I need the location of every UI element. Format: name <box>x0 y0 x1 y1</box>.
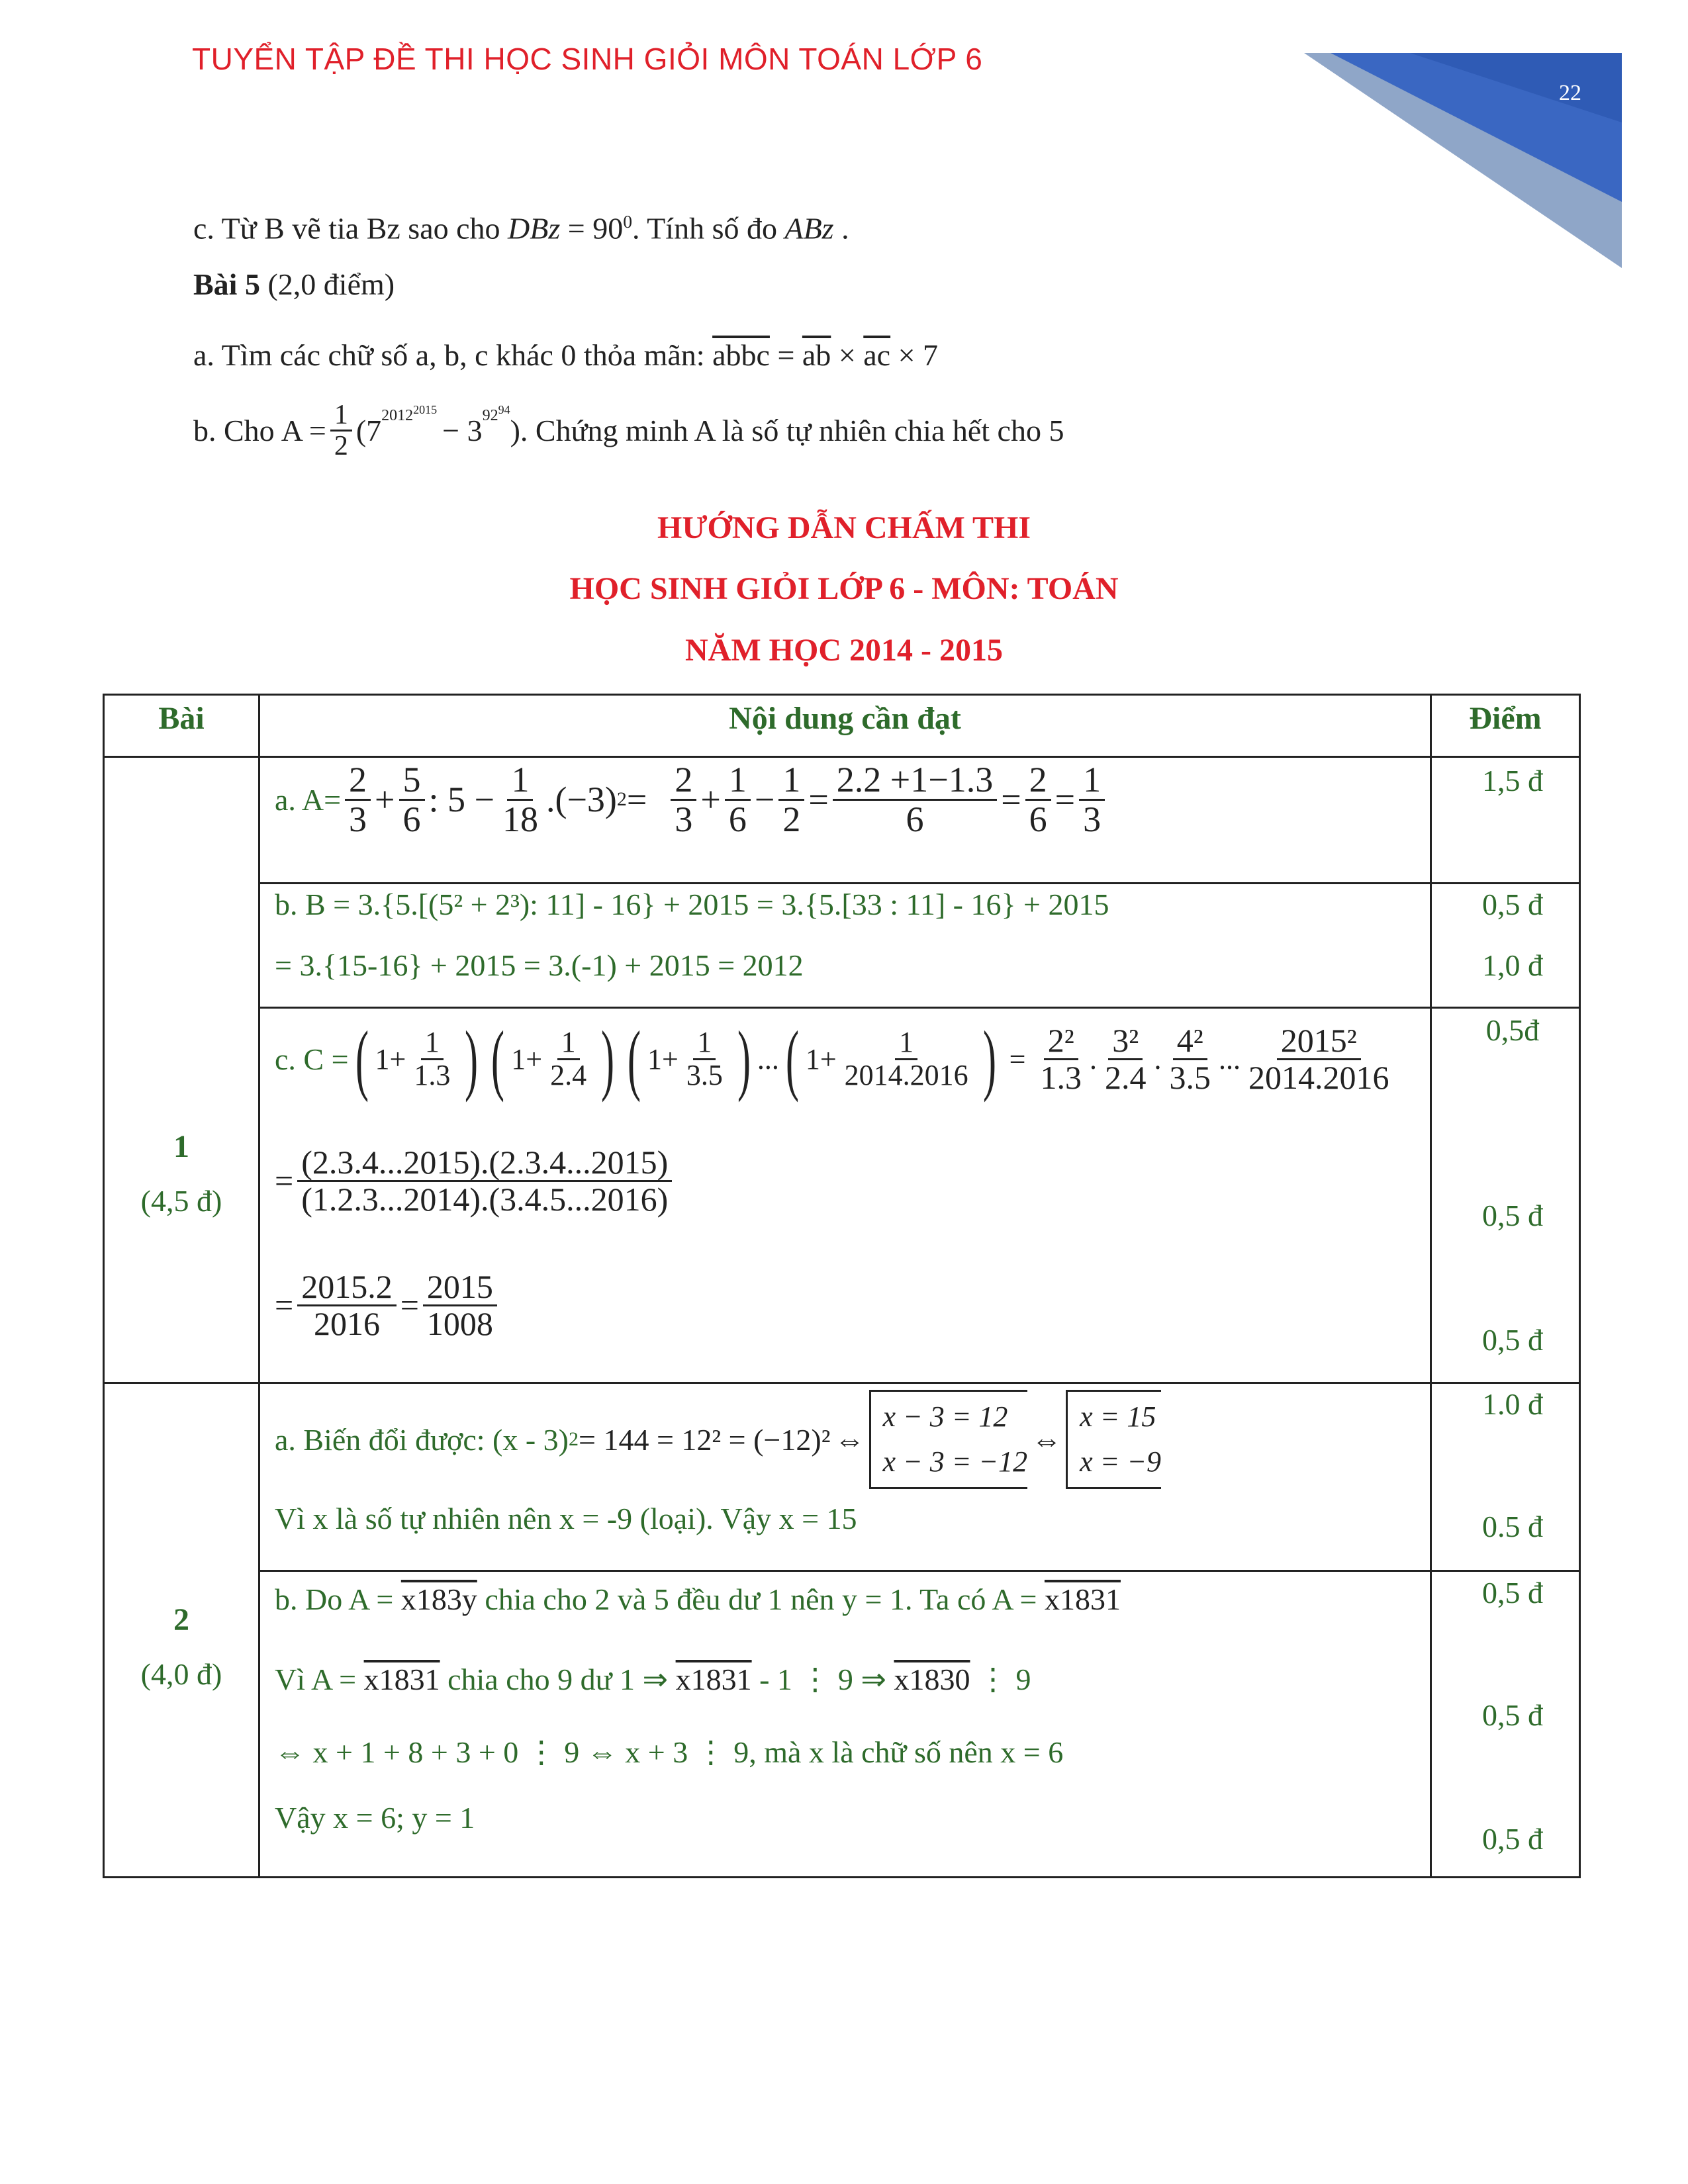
question-5a: a. Tìm các chữ số a, b, c khác 0 thỏa mãn: abbc = $\overline{ab} \times \overline{ac} \times 7$ <box>193 338 939 372</box>
row-2b-line-1: b. Do A = x183y chia cho 2 và 5 đều dư 1 nên y = 1. Ta có A = x1831 <box>275 1582 1121 1616</box>
row-1c-line-2: = $\frac{(2.3.4...2015).(2.3.4...2015)}{(1.2.3...2014).(3.4.5...2016)}$ <box>275 1145 676 1216</box>
guide-title-2: HỌC SINH GIỎI LỚP 6 - MÔN: TOÁN <box>569 571 1119 606</box>
row-2b-line-4: Vậy x = 6; y = 1 <box>275 1801 475 1835</box>
row-2b-score-2: 0,5 đ <box>1482 1698 1543 1732</box>
row-1b-score-1: 0,5 đ <box>1482 887 1543 921</box>
column-header-noi-dung: Nội dung cần đạt <box>729 701 961 736</box>
row-2b-line-3: ⇔ x + 1 + 8 + 3 + 0 ⋮ 9 ⇔ x + 3 ⋮ 9, mà x là chữ số nên x = 6 <box>275 1735 1064 1769</box>
row-1b-line-1: b. B = 3.{5.[(5² + 2³): 11] - 16} + 2015 = 3.{5.[33 : 11] - 16} + 2015 <box>275 887 1109 921</box>
row-1b-line-2: = 3.{15-16} + 2015 = 3.(-1) + 2015 = 2012 <box>275 948 804 982</box>
bai5-heading: Bài 5 (2,0 điểm) <box>193 267 395 301</box>
guide-title-1: HƯỚNG DẪN CHẤM THI <box>657 510 1031 545</box>
question-4c: c. Từ B vẽ tia Bz sao cho DBz = $90^0$. Tính số đo ABz . <box>193 211 849 246</box>
bai-2-label: 2 (4,0 đ) <box>140 1602 222 1691</box>
page-number: 22 <box>1559 81 1581 105</box>
document-header-title: TUYỂN TẬP ĐỀ THI HỌC SINH GIỎI MÔN TOÁN LỚP 6 <box>192 42 983 76</box>
guide-title-3: NĂM HỌC 2014 - 2015 <box>685 633 1003 668</box>
row-1a-score: 1,5 đ <box>1482 764 1543 797</box>
row-2b-score-1: 0,5 đ <box>1482 1576 1543 1610</box>
row-1c-score-3: 0,5 đ <box>1482 1323 1543 1357</box>
row-2b-score-3: 0,5 đ <box>1482 1822 1543 1856</box>
row-2a-score-1: 1.0 đ <box>1482 1387 1543 1421</box>
row-1b-score-2: 1,0 đ <box>1482 948 1543 982</box>
row-1c-line-1: c. C = ( 1+ $\frac{1}{1.3}$ ) ( 1+ $\frac{1}{2.4}$ ) ( 1+ $\frac{1}{3.5}$ ) ... ( 1+ $\frac{1}{2014.2016}$ ) = $\frac{\text{2²}}{1.3}$ . $\frac{\text{3²}}{2.4}$ . $\frac{\text{4²}}{3.5}$ ... $\frac{\text{2015²}}{2014.2016}$ <box>275 1015 1389 1103</box>
bai-1-label: 1 (4,5 đ) <box>140 1129 222 1218</box>
row-1a-formula: a. A= $\frac{2}{3}$ + $\frac{5}{6}$ : 5 − $\frac{1}{18}$ .(−3) 2 = $\frac{2}{3}$ + $\frac{1}{6}$ − $\frac{1}{2}$ = $\frac{2.2 +1-1.3}{6}$ = $\frac{2}{6}$ = $\frac{1}{3}$ <box>275 761 1109 838</box>
row-1c-score-1: 0,5đ <box>1485 1013 1540 1047</box>
column-header-diem: Điểm <box>1469 701 1542 736</box>
question-5b: b. Cho A = $\frac{1}{2}$ (7 $2012^{2015}$ − 3 $92^{94}$ ) . Chứng minh A là số tự nhiên chia hết cho 5 <box>193 400 1064 462</box>
row-1c-line-3: = $\frac{2015.2}{2016}$ = $\frac{2015}{1008}$ <box>275 1269 501 1341</box>
row-2a-score-2: 0.5 đ <box>1482 1510 1543 1543</box>
row-2b-line-2: Vì A = x1831 chia cho 9 dư 1 ⇒ x1831 - 1 ⋮ 9 ⇒ x1830 ⋮ 9 <box>275 1662 1031 1696</box>
row-2a-line-2: Vì x là số tự nhiên nên x = -9 (loại). Vậy x = 15 <box>275 1502 857 1535</box>
row-1c-score-2: 0,5 đ <box>1482 1199 1543 1232</box>
column-header-bai: Bài <box>158 701 205 736</box>
row-2a-line-1: a. Biến đổi được: (x - 3) 2 = 144 = 12² = (−12)² ⇔ x − 3 = 12 x − 3 = −12 ⇔ x = 15 x = −9 <box>275 1390 1161 1489</box>
